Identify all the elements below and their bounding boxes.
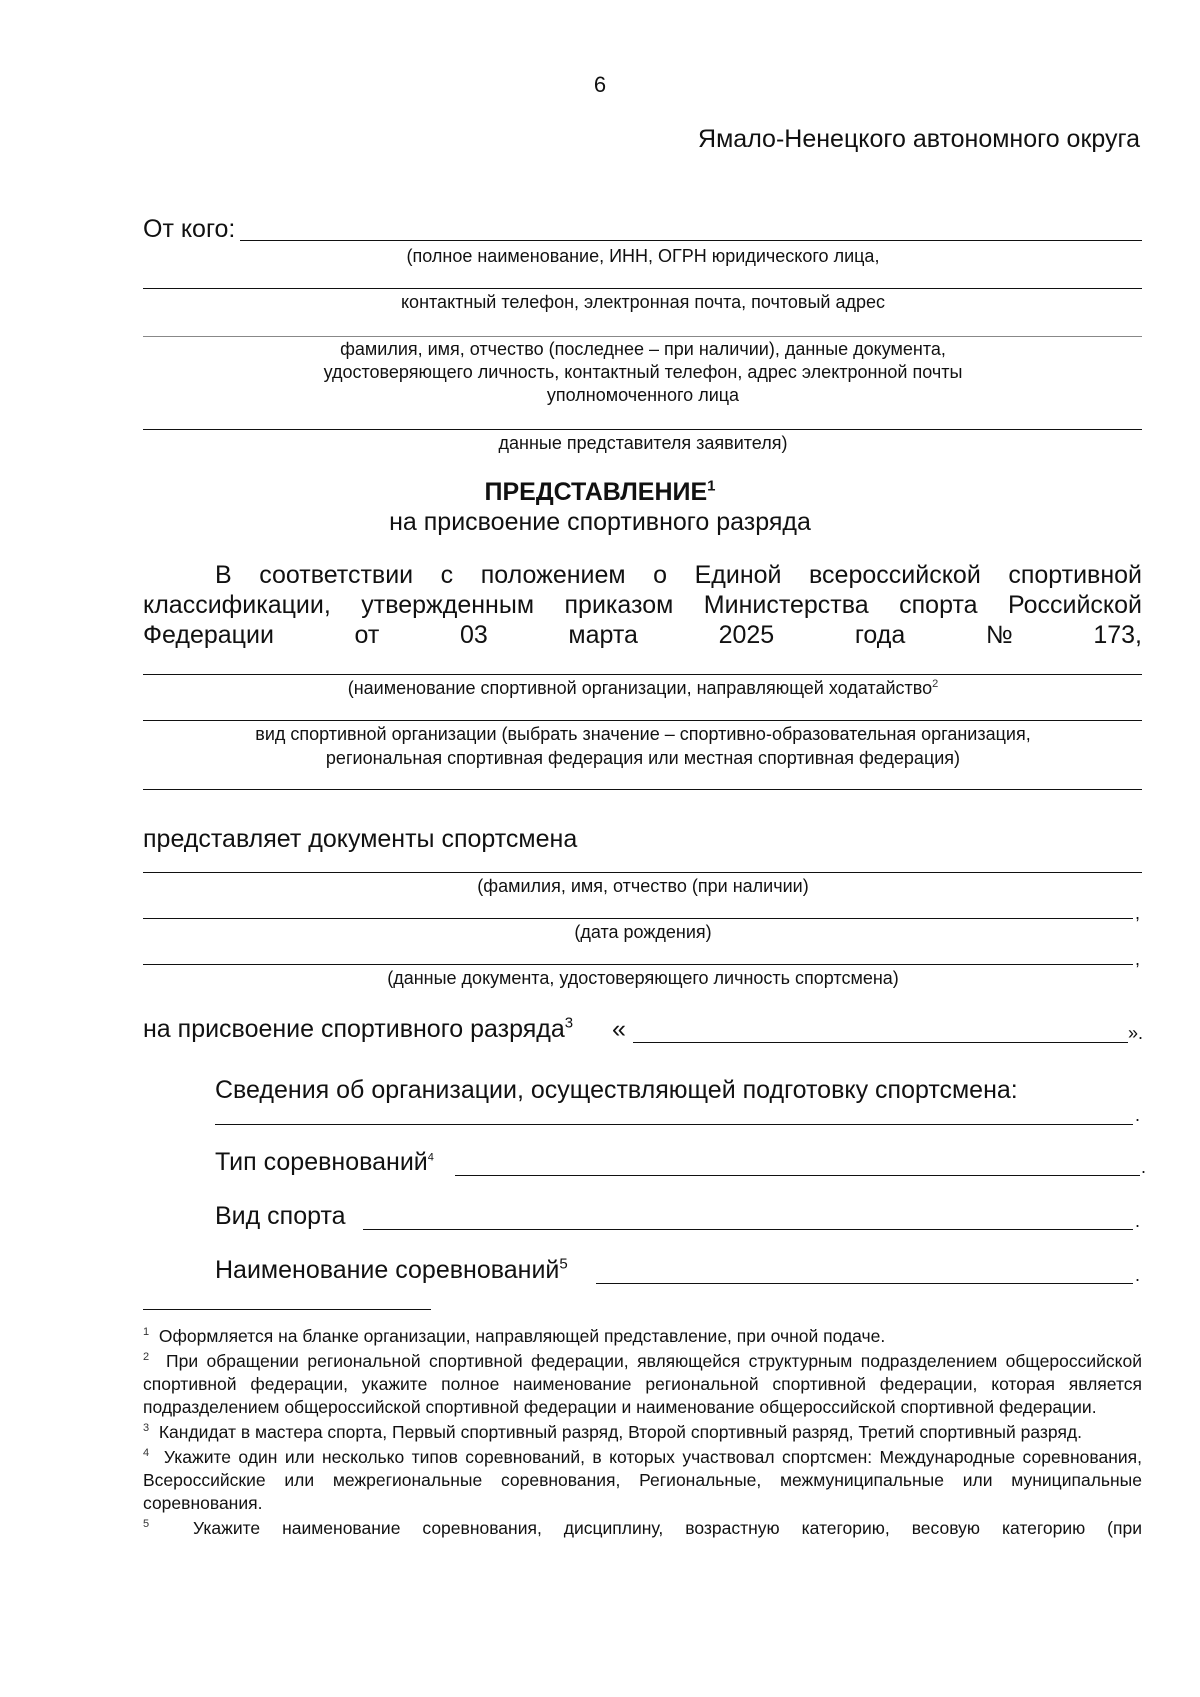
org-type-line[interactable]: [143, 720, 1142, 721]
caption-org-name: [143, 677, 1143, 700]
paragraph-line-3: [143, 621, 1142, 650]
comp-name-text: Наименование соревнований: [215, 1256, 560, 1284]
comp-type-line[interactable]: [455, 1175, 1140, 1176]
footnote-text: Укажите наименование соревнования, дисциплину, возрастную категорию, весовую категорию (при: [193, 1518, 1142, 1538]
footnote-text: При обращении региональной спортивной федерации, являющейся структурным подразделением общероссийской спортивной федерации, укажите полное наименование региональной спортивной федерации, которая является подразделением общероссийской спортивной федерации и наименование общероссийской спортивной федерации.: [143, 1351, 1142, 1417]
footnote-number: 1: [143, 1326, 150, 1339]
paragraph-line-1: В соответствии с положением о Единой всероссийской спортивной: [215, 561, 1142, 589]
caption-org-name-text: (наименование спортивной организации, направляющей ходатайство: [347, 678, 933, 698]
caption-contacts: контактный телефон, электронная почта, почтовый адрес: [400, 292, 886, 312]
from-field-line[interactable]: [240, 240, 1142, 241]
page-number: 6: [593, 72, 607, 97]
caption-org-type-1: вид спортивной организации (выбрать значение – спортивно-образовательная организация,: [255, 724, 1031, 744]
footnote-separator: [143, 1309, 431, 1310]
comp-name-label: [215, 1256, 568, 1285]
rank-field-line[interactable]: [633, 1042, 1128, 1043]
paragraph-word: 2025: [718, 621, 775, 649]
id-doc-line[interactable]: [143, 964, 1133, 965]
comp-name-period: .: [1135, 1265, 1141, 1285]
athlete-name-line[interactable]: [143, 872, 1142, 873]
footnote-number: 4: [143, 1447, 150, 1460]
rank-label: [143, 1015, 573, 1044]
footnote-text: Оформляется на бланке организации, направляющей представление, при очной подаче.: [158, 1326, 886, 1346]
caption-applicant-rep: данные представителя заявителя): [498, 433, 788, 453]
footnote-4: [143, 1446, 1142, 1515]
sport-line[interactable]: [363, 1229, 1133, 1230]
caption-representative-1: фамилия, имя, отчество (последнее – при наличии), данные документа,: [340, 339, 946, 359]
footnote-1: [143, 1325, 1142, 1348]
quote-close: ».: [1128, 1023, 1144, 1043]
rank-footnote-ref: 3: [564, 1014, 574, 1032]
document-title: [0, 478, 1200, 507]
id-doc-comma: ,: [1135, 949, 1141, 969]
representative-field-line[interactable]: [143, 336, 1142, 337]
birth-date-comma: ,: [1135, 903, 1141, 923]
org-name-line[interactable]: [143, 674, 1142, 675]
paragraph-word: Федерации: [143, 621, 274, 649]
rank-label-text: на присвоение спортивного разряда: [143, 1015, 565, 1043]
caption-org-type-2: региональная спортивная федерация или местная спортивная федерация): [325, 748, 961, 768]
header-region: Ямало-Ненецкого автономного округа: [698, 125, 1140, 153]
sport-period: .: [1135, 1211, 1141, 1231]
training-org-line[interactable]: [215, 1124, 1133, 1125]
caption-id-doc: (данные документа, удостоверяющего личность спортсмена): [387, 968, 899, 988]
applicant-rep-line[interactable]: [143, 429, 1142, 430]
org-type-bottom-line[interactable]: [143, 789, 1142, 790]
footnote-number: 5: [143, 1518, 150, 1531]
paragraph-line-2: классификации, утвержденным приказом Министерства спорта Российской: [143, 591, 1142, 619]
footnote-number: 2: [143, 1351, 150, 1364]
title-footnote-ref: 1: [707, 477, 716, 495]
sport-label: Вид спорта: [215, 1202, 346, 1230]
title-text: ПРЕДСТАВЛЕНИЕ: [484, 478, 708, 506]
paragraph-word: 173,: [1093, 621, 1142, 649]
contact-field-line[interactable]: [143, 288, 1142, 289]
caption-org-name-footnote-ref: 2: [932, 678, 939, 690]
training-org-label: Сведения об организации, осуществляющей подготовку спортсмена:: [215, 1076, 1018, 1104]
document-subtitle: на присвоение спортивного разряда: [389, 508, 811, 536]
paragraph-word: марта: [568, 621, 638, 649]
paragraph-word: №: [985, 621, 1013, 649]
from-label: От кого:: [143, 215, 236, 243]
footnotes: [143, 1325, 1142, 1540]
footnote-2: [143, 1350, 1142, 1419]
footnote-number: 3: [143, 1422, 150, 1435]
caption-legal-entity: (полное наименование, ИНН, ОГРН юридического лица,: [406, 246, 880, 266]
caption-athlete-name: (фамилия, имя, отчество (при наличии): [477, 876, 809, 896]
footnote-5: [143, 1517, 1142, 1540]
footnote-3: [143, 1421, 1142, 1444]
training-org-period: .: [1135, 1105, 1141, 1125]
paragraph-word: года: [854, 621, 906, 649]
footnote-text: Укажите один или несколько типов соревнований, в которых участвовал спортсмен: Международные соревнования, Всероссийские или межрегиональные соревнования, Региональные, межмуниципальные или муниципальные соревнования.: [143, 1447, 1142, 1513]
birth-date-line[interactable]: [143, 918, 1133, 919]
comp-type-period: .: [1141, 1157, 1147, 1177]
paragraph-word: от: [354, 621, 380, 649]
comp-name-footnote-ref: 5: [559, 1255, 568, 1273]
comp-type-footnote-ref: 4: [427, 1151, 434, 1164]
comp-type-label: [215, 1148, 434, 1177]
caption-representative-3: уполномоченного лица: [546, 385, 740, 405]
caption-birth-date: (дата рождения): [574, 922, 712, 942]
comp-type-text: Тип соревнований: [215, 1148, 428, 1176]
caption-representative-2: удостоверяющего личность, контактный телефон, адрес электронной почты: [323, 362, 963, 382]
footnote-text: Кандидат в мастера спорта, Первый спортивный разряд, Второй спортивный разряд, Третий спортивный разряд.: [158, 1422, 1083, 1442]
quote-open: «: [612, 1015, 626, 1043]
paragraph-word: 03: [459, 621, 488, 649]
presents-label: представляет документы спортсмена: [143, 825, 578, 853]
comp-name-line[interactable]: [596, 1283, 1133, 1284]
